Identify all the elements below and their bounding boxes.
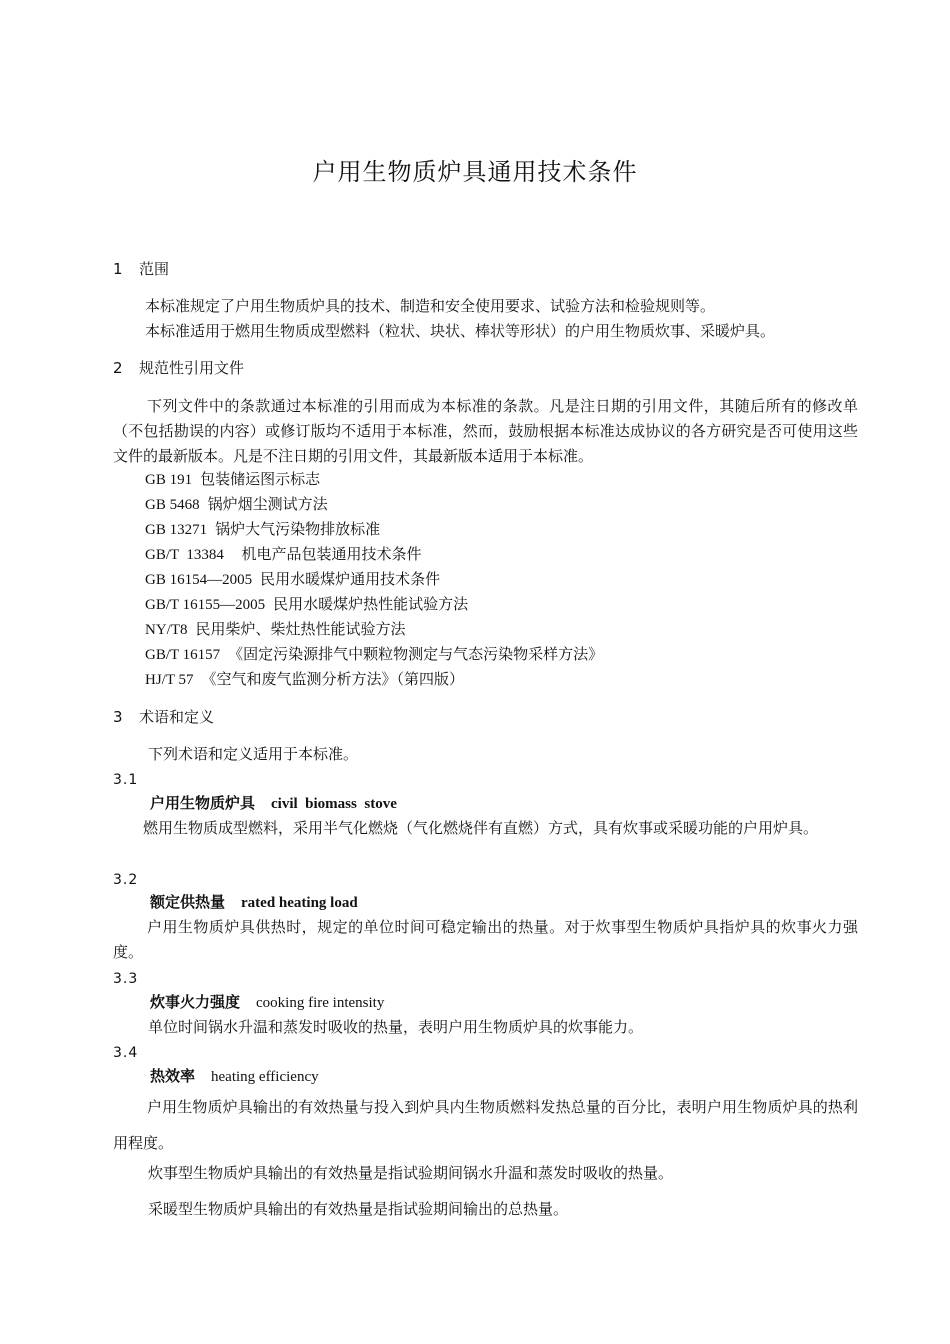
reference-name: 《空气和废气监测分析方法》（第四版） (201, 670, 464, 688)
paragraph: 下列文件中的条款通过本标准的引用而成为本标准的条款。凡是注日期的引用文件，其随后所有的修改单（不包括勘误的内容）或修订版均不适用于本标准，然而，鼓励根据本标准达成协议的各方研究是否可使用这些文件的最新版本。凡是不注日期的引用文件，其最新版本适用于本标准。 (113, 397, 858, 465)
term-en: rated heating load (241, 895, 358, 911)
term-zh: 热效率 (150, 1067, 196, 1085)
paragraph: 下列术语和定义适用于本标准。 (148, 745, 359, 763)
reference-item (145, 542, 421, 568)
section-title: 范围 (139, 260, 170, 278)
reference-name: 包装储运图示标志 (200, 470, 321, 488)
section-title: 术语和定义 (139, 708, 215, 726)
section-number: 2 (113, 359, 123, 377)
reference-item (145, 667, 464, 693)
reference-code: GB 13271 (145, 522, 208, 538)
reference-item (145, 467, 320, 493)
reference-name: 《固定污染源排气中颗粒物测定与气态污染物采样方法》 (228, 645, 604, 663)
section-number: 1 (113, 260, 123, 278)
document-title: 户用生物质炉具通用技术条件 (312, 158, 638, 186)
clause-number: 3.4 (113, 1045, 139, 1061)
clause-number: 3.1 (113, 772, 139, 788)
reference-code: HJ/T 57 (145, 672, 194, 688)
section-heading-scope (113, 259, 169, 279)
reference-code: NY/T8 (145, 622, 188, 638)
term-zh: 额定供热量 (150, 893, 226, 911)
term-definition: 户用生物质炉具供热时，规定的单位时间可稳定输出的热量。对于炊事型生物质炉具指炉具的炊事火力强度。 (113, 918, 858, 961)
clause-number: 3.2 (113, 872, 139, 888)
reference-item (145, 567, 440, 593)
term-heading (150, 990, 384, 1016)
paragraph: 本标准规定了户用生物质炉具的技术、制造和安全使用要求、试验方法和检验规则等。 (145, 297, 716, 315)
term-definition: 户用生物质炉具输出的有效热量与投入到炉具内生物质燃料发热总量的百分比，表明户用生物质炉具的热利用程度。 (113, 1098, 858, 1152)
reference-name: 民用柴炉、柴灶热性能试验方法 (195, 620, 406, 638)
term-heading (150, 1064, 319, 1090)
term-definition: 单位时间锅水升温和蒸发时吸收的热量，表明户用生物质炉具的炊事能力。 (148, 1018, 644, 1036)
reference-code: GB/T 13384 (145, 547, 224, 563)
reference-name: 锅炉大气污染物排放标准 (215, 520, 381, 538)
section-heading-normative-references (113, 358, 244, 378)
term-zh: 炊事火力强度 (150, 993, 241, 1011)
clause-number: 3.3 (113, 971, 139, 987)
reference-name: 机电产品包装通用技术条件 (231, 545, 422, 563)
reference-code: GB/T 16155—2005 (145, 597, 266, 613)
reference-item (145, 642, 603, 668)
reference-code: GB 16154—2005 (145, 572, 253, 588)
paragraph: 本标准适用于燃用生物质成型燃料（粒状、块状、棒状等形状）的户用生物质炊事、采暖炉具。 (145, 322, 776, 340)
term-zh: 户用生物质炉具 (150, 794, 256, 812)
reference-name: 民用水暖煤炉热性能试验方法 (273, 595, 469, 613)
reference-name: 锅炉烟尘测试方法 (207, 495, 328, 513)
reference-code: GB 5468 (145, 497, 200, 513)
term-en: cooking fire intensity (256, 995, 385, 1011)
reference-code: GB 191 (145, 472, 193, 488)
reference-code: GB/T 16157 (145, 647, 221, 663)
section-heading-terms-definitions (113, 707, 214, 727)
term-en: heating efficiency (211, 1069, 319, 1085)
reference-item (145, 492, 328, 518)
term-definition: 燃用生物质成型燃料，采用半气化燃烧（气化燃烧伴有直燃）方式，具有炊事或采暖功能的户用炉具。 (143, 819, 819, 837)
reference-name: 民用水暖煤炉通用技术条件 (260, 570, 441, 588)
section-title: 规范性引用文件 (139, 359, 245, 377)
paragraph: 炊事型生物质炉具输出的有效热量是指试验期间锅水升温和蒸发时吸收的热量。 (148, 1164, 674, 1182)
section-number: 3 (113, 708, 123, 726)
paragraph: 采暖型生物质炉具输出的有效热量是指试验期间输出的总热量。 (148, 1200, 569, 1218)
term-heading (150, 791, 397, 817)
term-heading (150, 890, 358, 916)
reference-item (145, 592, 468, 618)
reference-item (145, 517, 380, 543)
term-en: civil biomass stove (271, 796, 397, 812)
reference-item (145, 617, 406, 643)
